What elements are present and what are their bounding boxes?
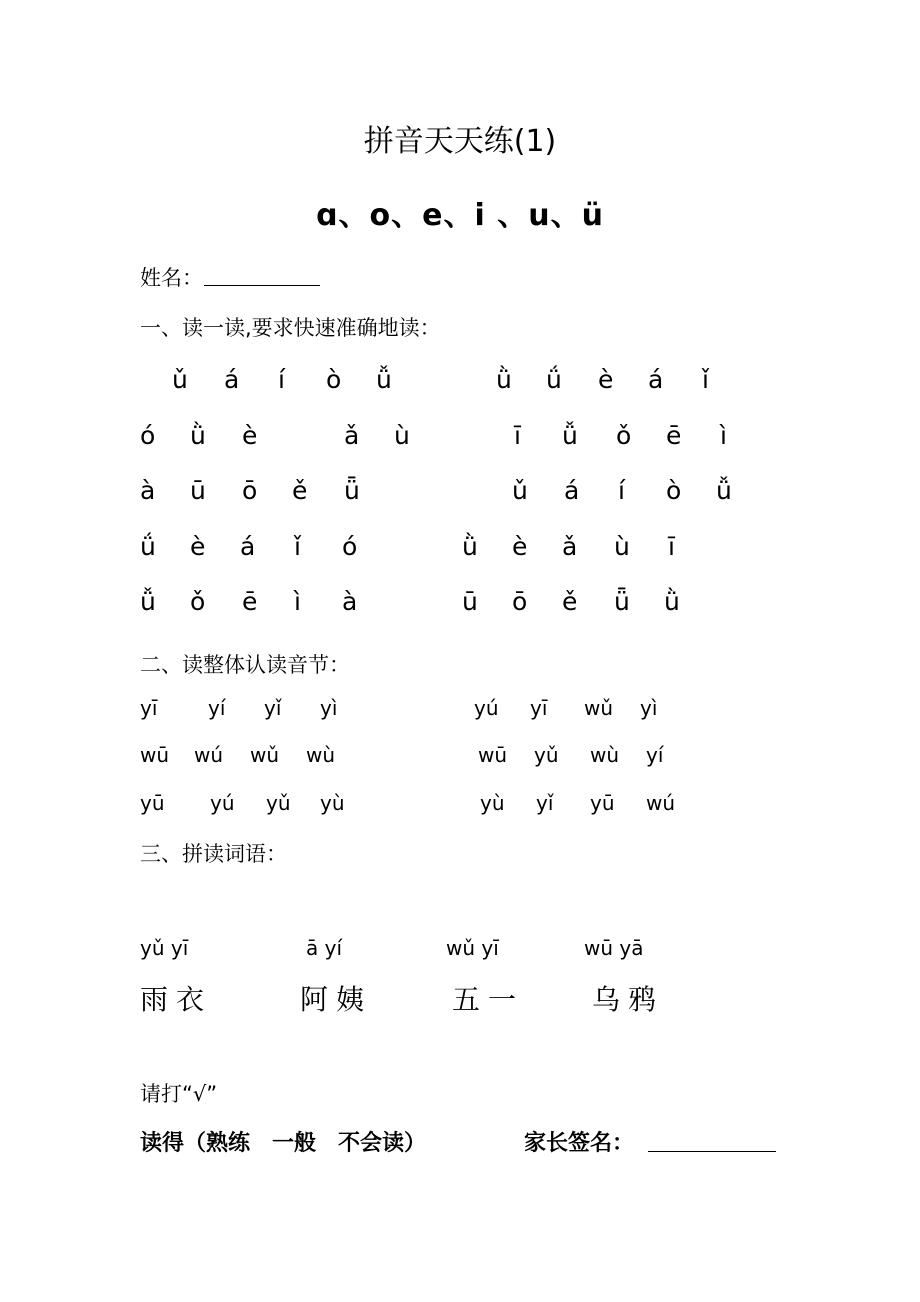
syllable: ì <box>294 587 301 616</box>
syllable: ǖ <box>614 587 630 616</box>
syllable: yì <box>640 696 658 720</box>
syllable: wǔ <box>250 743 280 767</box>
syllable: ǚ <box>140 587 156 616</box>
word-hanzi: 乌鸦 <box>592 983 665 1016</box>
syllable: ò <box>666 476 682 505</box>
syllable: yì <box>320 696 338 720</box>
syllable: ó <box>342 532 358 561</box>
syllable: ù <box>394 421 410 450</box>
syllable: ǚ <box>716 476 732 505</box>
syllable: ǜ <box>190 421 206 450</box>
syllable: ǐ <box>702 365 709 394</box>
syllable: ī <box>514 421 521 450</box>
syllable: è <box>598 365 614 394</box>
syllable: ē <box>242 587 258 616</box>
syllable: yī <box>530 696 548 720</box>
syllable: wú <box>194 743 224 767</box>
syllable: yǐ <box>264 696 282 720</box>
syllable: wū <box>478 743 508 767</box>
syllable: è <box>242 421 258 450</box>
syllable: ǔ <box>172 365 188 394</box>
word-hanzi: 五一 <box>452 983 525 1016</box>
section2-heading: 二、读整体认读音节： <box>140 653 350 677</box>
syllable: è <box>512 532 528 561</box>
word-hanzi: 雨衣 <box>140 983 213 1016</box>
parent-sign-blank[interactable] <box>648 1151 776 1152</box>
syllable: ǖ <box>344 476 360 505</box>
section3-heading: 三、拼读词语： <box>140 842 287 866</box>
syllable: wǔ <box>584 696 614 720</box>
syllable: yū <box>590 791 615 815</box>
word-hanzi: 阿姨 <box>300 983 373 1016</box>
word-pinyin: yǔ yī <box>140 936 189 960</box>
syllable: í <box>278 365 285 394</box>
syllable: ǜ <box>496 365 512 394</box>
syllable: ē <box>666 421 682 450</box>
syllable: yī <box>140 696 158 720</box>
syllable: ū <box>190 476 206 505</box>
syllable: ō <box>242 476 258 505</box>
check-instruction: 请打“√” <box>140 1082 218 1106</box>
syllable: ǐ <box>294 532 301 561</box>
syllable: í <box>618 476 625 505</box>
syllable: á <box>564 476 580 505</box>
syllable: ù <box>614 532 630 561</box>
syllable: ǎ <box>562 532 578 561</box>
syllable: yù <box>320 791 345 815</box>
syllable: ī <box>668 532 675 561</box>
syllable: wù <box>590 743 620 767</box>
syllable: ì <box>720 421 727 450</box>
page-title: 拼音天天练(1) <box>363 124 557 159</box>
syllable: á <box>224 365 240 394</box>
syllable: ǒ <box>190 587 206 616</box>
syllable: á <box>648 365 664 394</box>
syllable: ě <box>292 476 308 505</box>
word-pinyin: wū yā <box>584 936 644 960</box>
syllable: à <box>342 587 358 616</box>
syllable: ū <box>462 587 478 616</box>
syllable: ǜ <box>462 532 478 561</box>
syllable: wú <box>646 791 676 815</box>
syllable: wū <box>140 743 170 767</box>
syllable: yù <box>480 791 505 815</box>
syllable: ǚ <box>562 421 578 450</box>
syllable: yǐ <box>536 791 554 815</box>
section1-heading: 一、读一读,要求快速准确地读： <box>140 316 441 340</box>
parent-sign-label: 家长签名： <box>524 1131 635 1156</box>
syllable: yí <box>208 696 226 720</box>
syllable: à <box>140 476 156 505</box>
syllable: ǔ <box>512 476 528 505</box>
syllable: ó <box>140 421 156 450</box>
syllable: yí <box>646 743 664 767</box>
syllable: ǘ <box>546 365 562 394</box>
syllable: á <box>240 532 256 561</box>
syllable: ǎ <box>344 421 360 450</box>
syllable: ō <box>512 587 528 616</box>
word-pinyin: ā yí <box>306 936 343 960</box>
syllable: ǜ <box>664 587 680 616</box>
word-pinyin: wǔ yī <box>446 936 499 960</box>
syllable: ǒ <box>616 421 632 450</box>
name-label: 姓名： <box>140 266 203 290</box>
syllable: yú <box>210 791 235 815</box>
syllable: wù <box>306 743 336 767</box>
syllable: yǔ <box>534 743 559 767</box>
syllable: yú <box>474 696 499 720</box>
syllable: ě <box>562 587 578 616</box>
reading-rating: 读得（熟练 一般 不会读） <box>140 1131 427 1156</box>
page-subtitle: ɑ、o、e、i 、u、ü <box>316 198 604 233</box>
syllable: ǚ <box>376 365 392 394</box>
syllable: yǔ <box>266 791 291 815</box>
name-blank[interactable] <box>204 285 320 286</box>
syllable: yū <box>140 791 165 815</box>
syllable: è <box>190 532 206 561</box>
syllable: ò <box>326 365 342 394</box>
syllable: ǘ <box>140 532 156 561</box>
